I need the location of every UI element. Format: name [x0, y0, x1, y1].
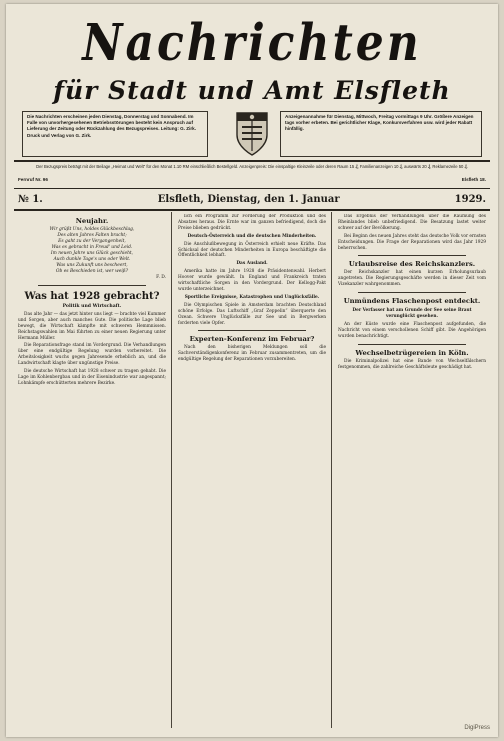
article-headline: Was hat 1928 gebracht?	[24, 290, 160, 302]
masthead-subtitle: für Stadt und Amt Elsfleth	[53, 76, 451, 105]
article-subhead: Politik und Wirtschaft.	[62, 303, 122, 309]
dateline	[18, 191, 486, 207]
advertising-info: Anzeigenannahme für Dienstag, Mittwoch, Freitag vormittags 9 Uhr. Größere Anzeigen tags vorher erbeten. Bei gerichtlicher Klage, Konkursverfahren usw. wird jeder Rabatt hinfällig.	[280, 111, 482, 157]
article-paragraph: Die Anschlußbewegung in Österreich erhielt neue Kräfte. Das Schicksal der deutschen Minderheiten in Europa beschäftigte die Öffentlichkeit lebhaft.	[178, 241, 326, 259]
poem-signature: F. D.	[156, 275, 166, 280]
divider	[198, 330, 306, 331]
info-row	[22, 111, 482, 157]
newspaper-page	[6, 4, 498, 737]
article-headline: Experten-Konferenz im Februar?	[189, 335, 315, 344]
section-heading: Wechselbetrügereien in Köln.	[355, 348, 469, 357]
section-heading: Unmündens Flaschenpost entdeckt.	[343, 297, 481, 306]
office-number: Elsfleth 18.	[461, 177, 486, 182]
article-paragraph: Die Reparationsfrage stand im Vordergrund. Die Verhandlungen über eine endgültige Regelung wurden vorbereitet. Die Arbeitslosigkeit wuchs gegen Jahresende erheblich an, und die Landwirtschaft klagte über ungünstige Preise.	[18, 343, 166, 367]
header-rule	[14, 160, 490, 162]
publication-info: Die Nachrichten erscheinen jeden Dienstag, Donnerstag und Sonnabend. Im Falle von unvorhergesehenen Betriebsstörungen besteht kein Anspruch auf Lieferung der Zeitung oder Rückzahlung des Bezugspreises. Leitung: G. Zirk. Druck und Verlag von G. Zirk.	[22, 111, 208, 157]
article-paragraph: Das alte Jahr — das jetzt hinter uns liegt — brachte viel Kummer und Sorgen, aber auch manches Gute. Die politische Lage blieb bewegt, die Wirtschaft kämpfte mit schweren Hemmnissen. Reichstagswahlen im Mai führten zu einer neuen Regierung unter Hermann Müller.	[18, 311, 166, 341]
article-paragraph: Die deutsche Wirtschaft hat 1928 schwer zu tragen gehabt. Die Lage im Kohlenbergbau und in der Eisenindustrie war angespannt; Lohnkämpfe erschütterten mehrere Bezirke.	[18, 369, 166, 386]
coat-of-arms-icon	[234, 109, 270, 157]
issue-number: № 1.	[18, 193, 43, 205]
divider	[38, 285, 146, 286]
article-paragraph: Der Reichskanzler hat einen kurzen Erholungsurlaub angetreten. Die Regierungsgeschäfte werden in dieser Zeit vom Vizekanzler wahrgenommen.	[338, 270, 486, 288]
section-heading: Das Ausland.	[236, 261, 268, 267]
phone-number: Fernruf Nr. 96	[18, 177, 48, 182]
column-divider	[171, 212, 172, 728]
masthead-title: Nachrichten	[82, 14, 422, 73]
dateline-top-rule	[14, 188, 490, 189]
tariff-numbers	[18, 177, 486, 182]
divider	[358, 292, 466, 293]
poem-title: Neujahr.	[75, 217, 109, 225]
article-paragraph: Amerika hatte im Jahre 1928 die Präsidentenwahl. Herbert Hoover wurde gewählt. In England und Frankreich traten wirtschaftliche Sorgen in den Vordergrund. Der Kellogg-Pakt wurde unterzeichnet.	[178, 269, 326, 292]
section-heading: Sportliche Ereignisse, Katastrophen und Unglücksfälle.	[184, 294, 320, 300]
article-paragraph: Die Kriminalpolizei hat eine Bande von Wechselfälschern festgenommen, die zahlreiche Geschäftsleute geschädigt hat.	[338, 358, 486, 370]
dateline-bottom-rule	[14, 209, 490, 211]
issue-year: 1929.	[454, 193, 486, 205]
column-3	[338, 214, 486, 726]
section-heading: Urlaubsreise des Reichskanzlers.	[348, 260, 476, 269]
divider	[358, 344, 466, 345]
issue-date: Elsfleth, Dienstag, den 1. Januar	[157, 193, 340, 205]
poem-text: Wir grüßt Uns, holdes Glückbeschlag, Des alten Jahres Falten bracht; Es gaht zu der Vergangenheit, Was es gebracht in Freud' und Leid. Im neuen Jahre uns Glück geschieht, Auch dunkle Tage's uns oder Welt. Was uns Zukunft uns bescheert, Ob es Beschieden ist, wer weiß?	[49, 227, 135, 274]
article-paragraph: lich ein Programm zur Förderung der Produktion und des Absatzes heraus. Die Ernte war im ganzen befriedigend, doch die Preise blieben gedrückt.	[178, 214, 326, 231]
article-paragraph: Bei Beginn des neuen Jahres steht das deutsche Volk vor ernsten Entscheidungen. Die Frage der Reparationen wird das Jahr 1929 beherrschen.	[338, 233, 486, 251]
article-paragraph: Nach den bisherigen Meldungen soll die Sachverständigenkonferenz im Februar zusammentreten, um die endgültige Regelung der Reparationen vorzubereiten.	[178, 345, 326, 363]
digitization-stamp: DigiPress	[464, 725, 490, 731]
section-subheading: Der Verfasser hat am Grunde der See seine Braut verunglückt gesehen.	[352, 308, 472, 320]
article-paragraph: An der Küste wurde eine Flaschenpost aufgefunden, die Nachricht von einem verschollenen Schiff gibt. Die Angehörigen wurden benachrichtigt.	[338, 321, 486, 339]
tariff-text: Der Bezugspreis beträgt mit der Beilage „Heimat und Welt“ für den Monat 1.10 RM einschließlich Bestellgeld. Anzeigenpreis: Die einspaltige Kleinzeile oder deren Raum 15 ₰, Familienanzeigen 10 ₰, auswärts 20 ₰, Reklamezeile 50 ₰.	[36, 164, 468, 169]
article-paragraph: Das Ergebnis der Verhandlungen über die Räumung des Rheinlandes blieb unbefriedigend. Die Besatzung lastet weiter schwer auf der Bevölkerung.	[338, 214, 486, 231]
column-divider	[331, 212, 332, 728]
column-2	[178, 214, 326, 726]
article-paragraph: Die Olympischen Spiele in Amsterdam brachten Deutschland schöne Erfolge. Das Luftschiff „Graf Zeppelin“ überquerte den Ozean. Schwere Unglücksfälle zur See und in Bergwerken forderten viele Opfer.	[178, 302, 326, 326]
section-heading: Deutsch-Österreich und die deutschen Minderheiten.	[187, 233, 317, 239]
column-1	[18, 214, 166, 726]
divider	[358, 255, 466, 256]
